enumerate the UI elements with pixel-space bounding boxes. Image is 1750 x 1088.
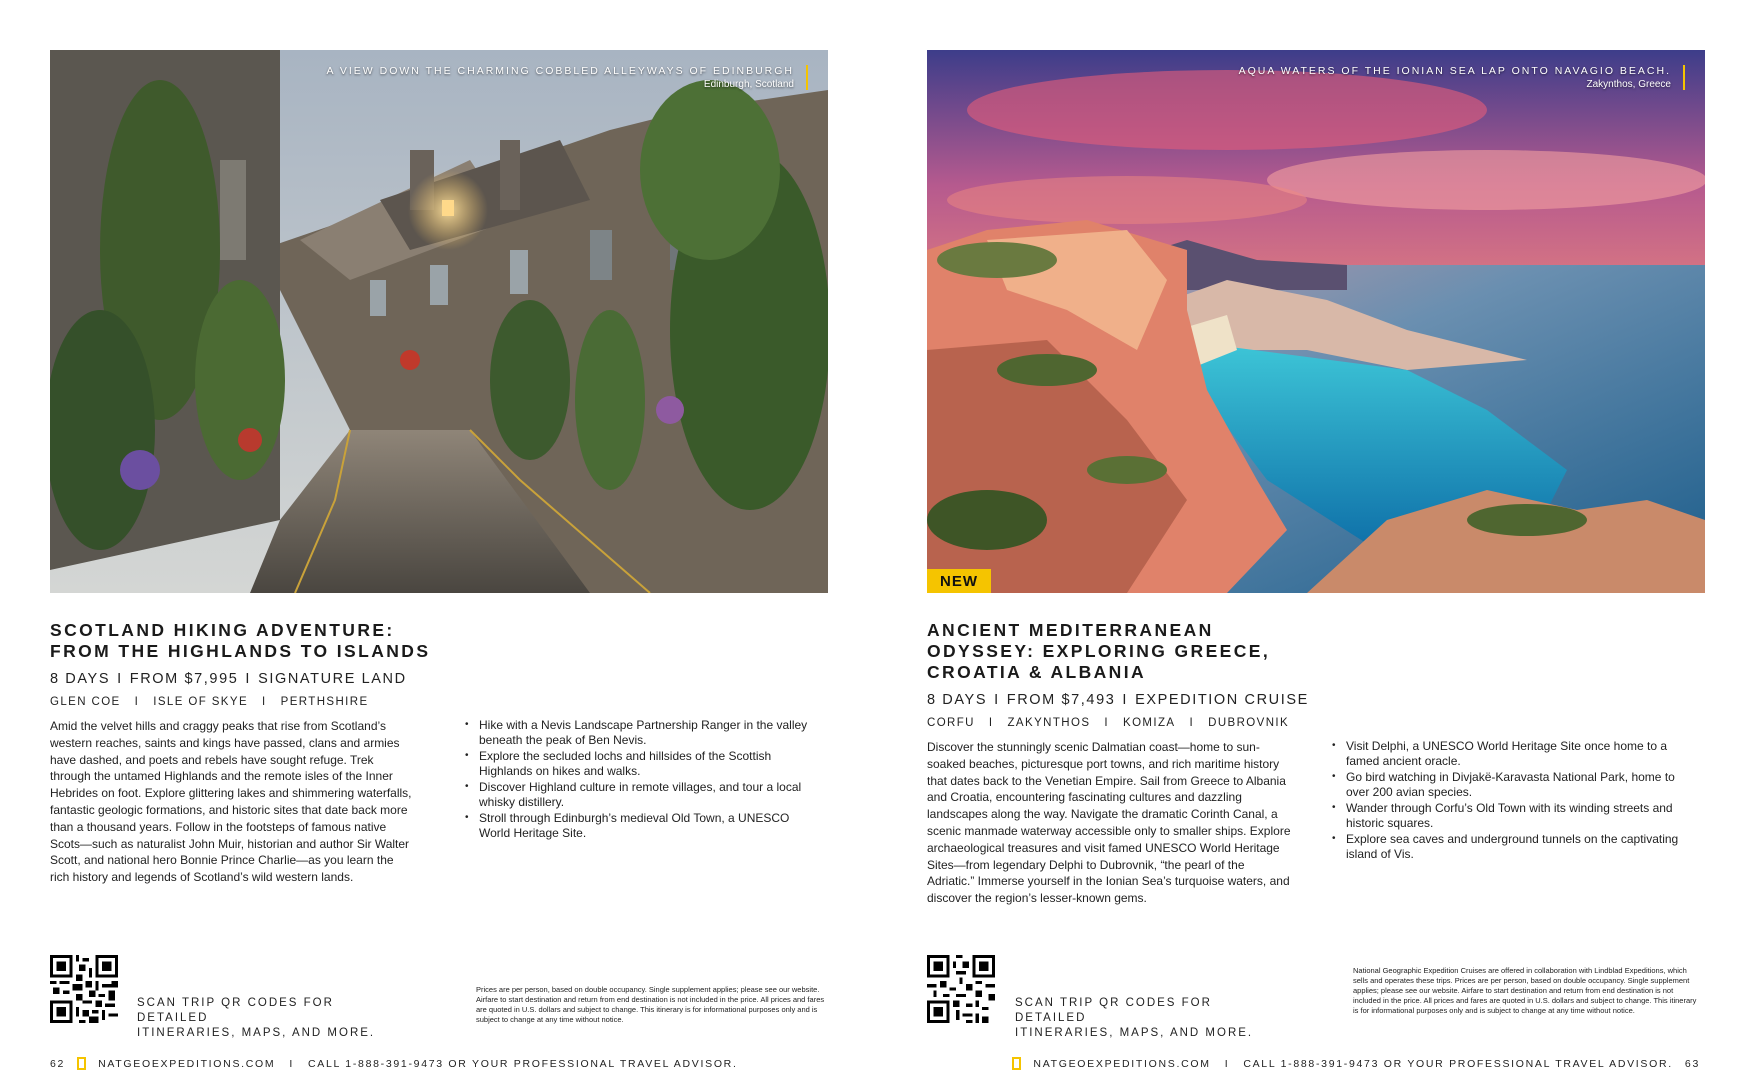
page-footer: 62 NATGEOEXPEDITIONS.COM I CALL 1-888-391-9473 OR YOUR PROFESSIONAL TRAVEL ADVISOR. [50, 1057, 738, 1070]
call-text: CALL 1-888-391-9473 OR YOUR PROFESSIONAL TRAVEL ADVISOR. [308, 1057, 738, 1070]
trip-title [927, 620, 1327, 683]
new-badge: NEW [927, 569, 991, 593]
photo-caption [327, 65, 808, 90]
trip-title-line: FROM THE HIGHLANDS TO ISLANDS [50, 641, 431, 661]
scan-line: ITINERARIES, MAPS, AND MORE. [1015, 1027, 1254, 1039]
trip-meta: 8 DAYS I FROM $7,493 I EXPEDITION CRUISE [927, 692, 1309, 708]
scan-line: SCAN TRIP QR CODES FOR DETAILED [137, 997, 334, 1024]
photo-caption [1239, 65, 1685, 90]
navagio-beach-image [927, 50, 1705, 593]
caption-title: A VIEW DOWN THE CHARMING COBBLED ALLEYWAYS OF EDINBURGH [326, 65, 794, 77]
caption-location: Edinburgh, Scotland [703, 79, 794, 90]
trip-days: 8 DAYS [927, 692, 988, 708]
place-item: ISLE OF SKYE [153, 696, 249, 708]
caption-location: Zakynthos, Greece [1586, 79, 1671, 90]
highlight-item: • Wander through Corfu’s Old Town with its winding streets and historic squares. [1332, 801, 1692, 830]
trip-description: Discover the stunningly scenic Dalmatian coast—home to sun-soaked beaches, picturesque port towns, and rich maritime history that dates back to the Venetian Empire. Sail from Greece to Albania and Croatia, encountering fascinating cultures and dazzling landscapes along the way. Navigate the dramatic Corinth Canal, a scenic manmade waterway accessible only to smaller ships. Explore archaeological treasures and visit famed UNESCO World Heritage Sites—from legendary Delphi to Dubrovnik, “the pearl of the Adriatic.” Immerse yourself in the Ionian Sea’s turquoise waters, and discover the region’s lesser-known gems. [927, 740, 1291, 906]
trip-highlights [1332, 739, 1692, 907]
qr-code-image [50, 955, 118, 1023]
trip-meta: 8 DAYS I FROM $7,995 I SIGNATURE LAND [50, 671, 407, 687]
place-item: KOMIZA [1123, 717, 1176, 729]
natgeo-logo-icon [1012, 1057, 1021, 1070]
caption-title: AQUA WATERS OF THE IONIAN SEA LAP ONTO NAVAGIO BEACH. [1238, 65, 1671, 77]
highlight-item: • Visit Delphi, a UNESCO World Heritage Site once home to a famed ancient oracle. [1332, 739, 1692, 768]
trip-title-line: ODYSSEY: EXPLORING GREECE, [927, 641, 1271, 661]
edinburgh-photo [50, 50, 828, 593]
highlight-item: • Go bird watching in Divjakë-Karavasta National Park, home to over 200 avian species. [1332, 770, 1692, 799]
trip-description: Amid the velvet hills and craggy peaks that rise from Scotland’s western reaches, saints and kings have passed, clans and armies have dashed, and poets and rebels have sought refuge. Trek through the untamed Highlands and the remote isles of the Inner Hebrides on foot. Explore glittering lakes and shimmering waterfalls, fantastic geologic formations, and historic sites that date back more than a thousand years. Follow in the footsteps of famous native Scots—such as naturalist John Muir, historian and author Sir Walter Scott, and national hero Bonnie Prince Charlie—as you learn the rich history and legends of Scotland’s wild western lands. [50, 719, 412, 885]
trip-title-line: SCOTLAND HIKING ADVENTURE: [50, 620, 395, 640]
call-text: CALL 1-888-391-9473 OR YOUR PROFESSIONAL TRAVEL ADVISOR. [1243, 1057, 1673, 1070]
trip-mediterranean [927, 620, 1717, 907]
highlight-item: • Hike with a Nevis Landscape Partnership Ranger in the valley beneath the peak of Ben Nevis. [465, 718, 820, 747]
trip-scotland [50, 620, 840, 886]
fine-print: National Geographic Expedition Cruises are offered in collaboration with Lindblad Expeditions, which sells and operates these trips. Prices are per person, based on double occupancy. Single supplement applies; please see our website. Airfare to start destination and return from end destination is not included in the price. All prices and fares are quoted in U.S. dollars and subject to change. This itinerary is for informational purposes only and is subject to change at any time without notice. [1353, 966, 1697, 1015]
place-item: DUBROVNIK [1208, 717, 1290, 729]
trip-title-line: CROATIA & ALBANIA [927, 662, 1147, 682]
edinburgh-alley-image [50, 50, 828, 593]
right-page [875, 0, 1750, 1088]
scan-line: SCAN TRIP QR CODES FOR DETAILED [1015, 997, 1212, 1024]
trip-title-line: ANCIENT MEDITERRANEAN [927, 620, 1214, 640]
place-item: PERTHSHIRE [280, 696, 369, 708]
page-number: 62 [50, 1057, 66, 1070]
page-footer: NATGEOEXPEDITIONS.COM I CALL 1-888-391-9473 OR YOUR PROFESSIONAL TRAVEL ADVISOR. 63 [1000, 1057, 1700, 1070]
trip-highlights [465, 718, 820, 886]
qr-code[interactable] [927, 955, 995, 1023]
scan-instructions [1015, 996, 1275, 1041]
navagio-photo [927, 50, 1705, 593]
scan-instructions [137, 996, 397, 1041]
scan-line: ITINERARIES, MAPS, AND MORE. [137, 1027, 376, 1039]
trip-places: CORFU I ZAKYNTHOS I KOMIZA I DUBROVNIK [927, 717, 1290, 729]
highlight-item: • Discover Highland culture in remote villages, and tour a local whisky distillery. [465, 780, 820, 809]
website-link[interactable]: NATGEOEXPEDITIONS.COM [1033, 1057, 1211, 1070]
website-link[interactable]: NATGEOEXPEDITIONS.COM [98, 1057, 276, 1070]
highlight-item: • Explore sea caves and underground tunnels on the captivating island of Vis. [1332, 832, 1692, 861]
trip-price: FROM $7,995 [129, 671, 239, 687]
qr-code[interactable] [50, 955, 118, 1023]
natgeo-logo-icon [77, 1057, 86, 1070]
trip-type: SIGNATURE LAND [258, 671, 407, 687]
trip-title [50, 620, 450, 662]
highlight-item: • Explore the secluded lochs and hillsides of the Scottish Highlands on hikes and walks. [465, 749, 820, 778]
trip-type: EXPEDITION CRUISE [1135, 692, 1309, 708]
place-item: ZAKYNTHOS [1007, 717, 1091, 729]
page-number: 63 [1684, 1057, 1700, 1070]
trip-price: FROM $7,493 [1006, 692, 1116, 708]
fine-print: Prices are per person, based on double occupancy. Single supplement applies; please see our website. Airfare to start destination and return from end destination is not included in the price. All prices and fares are quoted in U.S. dollars and subject to change. This itinerary is for informational purposes only and is subject to change at any time without notice. [476, 985, 825, 1024]
qr-code-image [927, 955, 995, 1023]
place-item: CORFU [927, 717, 975, 729]
place-item: GLEN COE [50, 696, 121, 708]
trip-places: GLEN COE I ISLE OF SKYE I PERTHSHIRE [50, 696, 369, 708]
trip-days: 8 DAYS [50, 671, 111, 687]
highlight-item: • Stroll through Edinburgh’s medieval Old Town, a UNESCO World Heritage Site. [465, 811, 820, 840]
